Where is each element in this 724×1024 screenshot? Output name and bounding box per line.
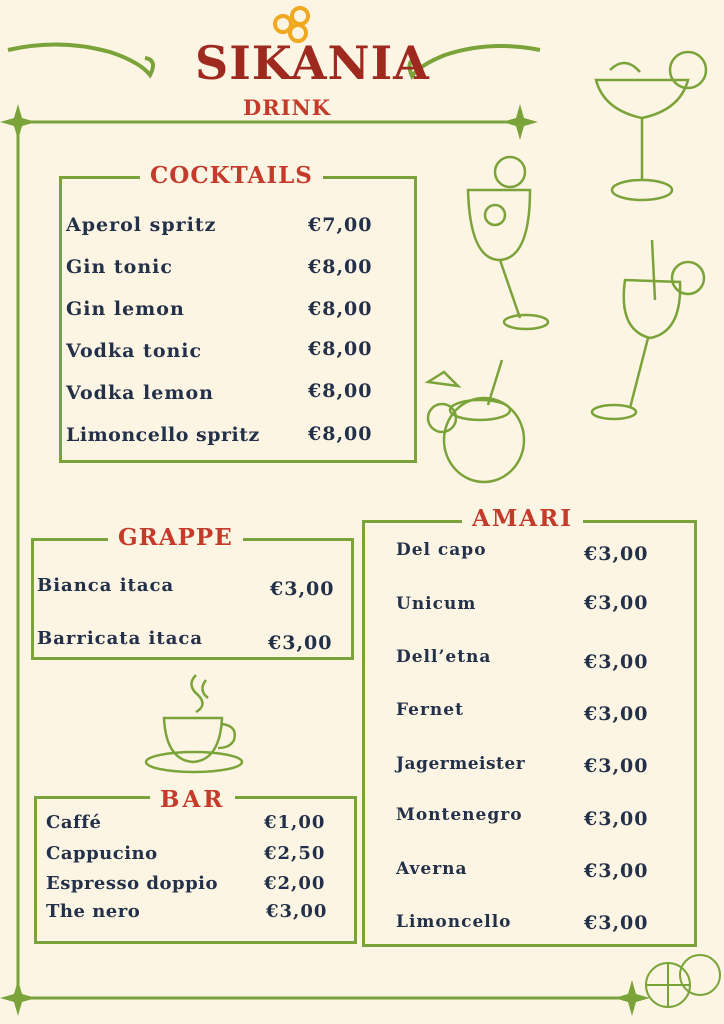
cocktail-price: €8,00	[308, 298, 373, 320]
bar-item-name: Cappucino	[46, 843, 158, 864]
amari-price: €3,00	[584, 543, 649, 565]
bar-item-name: The nero	[46, 901, 141, 922]
amari-price: €3,00	[584, 651, 649, 673]
amari-name: Dell’etna	[396, 647, 492, 667]
grappe-price: €3,00	[268, 632, 333, 654]
cocktail-price: €8,00	[308, 256, 373, 278]
cocktails-title: COCKTAILS	[140, 162, 323, 189]
cocktail-price: €7,00	[308, 214, 373, 236]
grappe-price: €3,00	[270, 578, 335, 600]
cocktail-name: Aperol spritz	[66, 214, 217, 236]
margarita-glass-icon	[596, 52, 706, 200]
cocktail-name: Vodka lemon	[66, 382, 214, 404]
cocktail-name: Vodka tonic	[66, 340, 203, 362]
amari-name: Jagermeister	[396, 754, 526, 774]
amari-name: Montenegro	[396, 805, 523, 825]
amari-name: Del capo	[396, 540, 487, 560]
menu-subtitle: DRINK	[243, 95, 331, 120]
amari-price: €3,00	[584, 703, 649, 725]
amari-price: €3,00	[584, 912, 649, 934]
cocktail-price: €8,00	[308, 423, 373, 445]
amari-price: €3,00	[584, 592, 649, 614]
amari-price: €3,00	[584, 860, 649, 882]
bar-item-price: €2,50	[264, 843, 326, 864]
cocktail-name: Limoncello spritz	[66, 424, 260, 446]
amari-price: €3,00	[584, 808, 649, 830]
wine-glass-icon	[592, 240, 704, 419]
bar-item-price: €1,00	[264, 812, 326, 833]
cocktail-name: Gin lemon	[66, 298, 185, 320]
amari-section	[362, 520, 697, 947]
amari-name: Averna	[396, 859, 468, 879]
grappe-title: GRAPPE	[108, 524, 243, 551]
citrus-icon	[646, 955, 720, 1007]
star-ornament	[0, 980, 36, 1016]
amari-price: €3,00	[584, 755, 649, 777]
amari-name: Limoncello	[396, 912, 512, 932]
brand-logo-text: SIKANIA	[195, 36, 430, 90]
cocktail-price: €8,00	[308, 338, 373, 360]
coffee-cup-icon	[146, 675, 242, 772]
bar-item-price: €2,00	[264, 873, 326, 894]
cocktail-name: Gin tonic	[66, 256, 173, 278]
spritz-glass-icon	[468, 157, 548, 329]
star-ornament	[0, 104, 36, 140]
amari-name: Fernet	[396, 700, 464, 720]
bar-item-name: Espresso doppio	[46, 873, 219, 894]
coconut-drink-icon	[428, 360, 524, 482]
star-ornament	[502, 104, 538, 140]
grappe-name: Bianca itaca	[37, 575, 175, 596]
grappe-name: Barricata itaca	[37, 628, 203, 649]
star-ornament	[614, 980, 650, 1016]
bar-item-price: €3,00	[266, 901, 328, 922]
bar-item-name: Caffé	[46, 812, 102, 833]
bar-title: BAR	[150, 786, 235, 813]
amari-name: Unicum	[396, 594, 477, 614]
cocktail-price: €8,00	[308, 380, 373, 402]
amari-title: AMARI	[462, 505, 583, 532]
